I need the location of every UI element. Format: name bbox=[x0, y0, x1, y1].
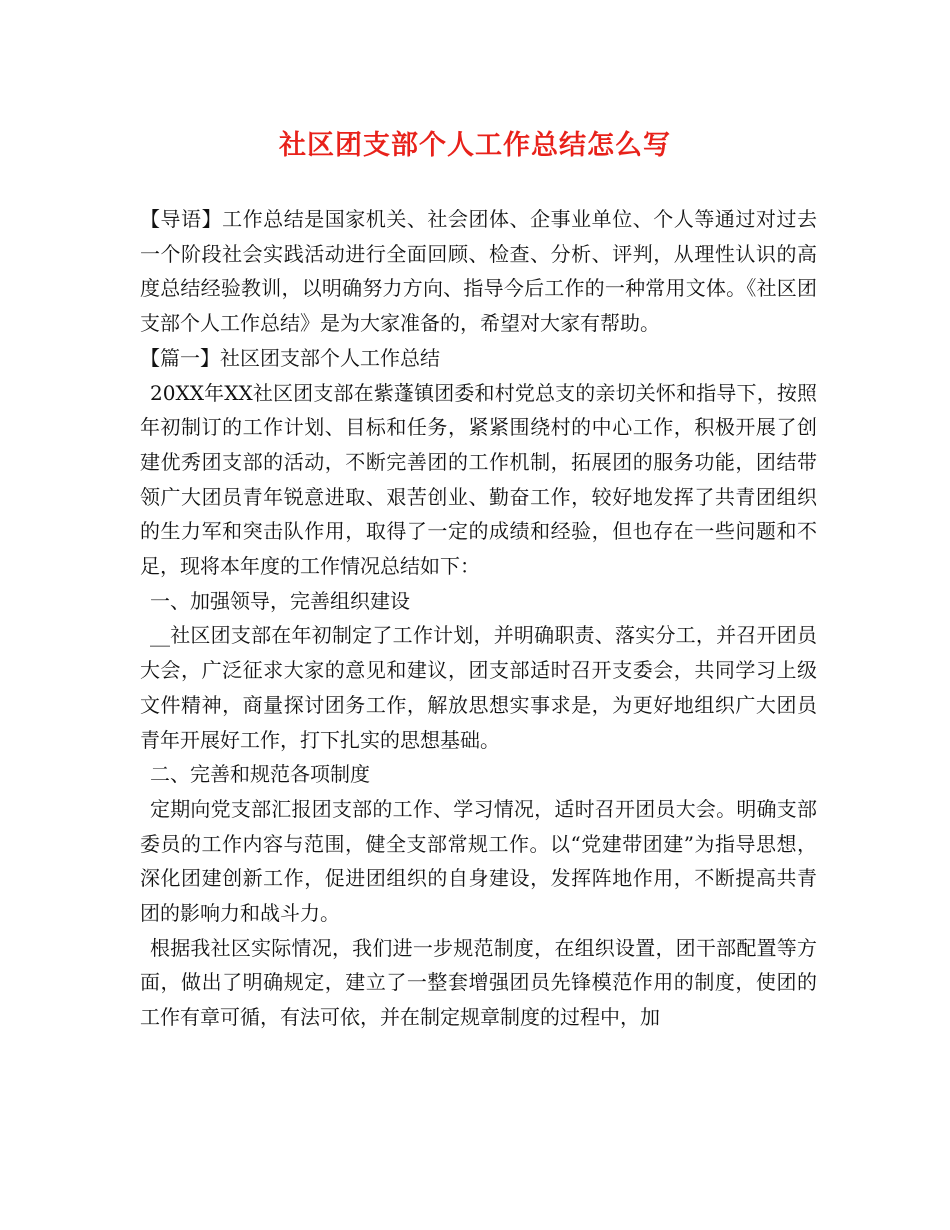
paragraph-rules: 根据我社区实际情况，我们进一步规范制度，在组织设置，团干部配置等方面，做出了明确规定，建立了一整套增强团员先锋模范作用的制度，使团的工作有章可循，有法可依，并在制定规章制度的过程中，加 bbox=[140, 935, 817, 1030]
document-title: 社区团支部个人工作总结怎么写 bbox=[279, 130, 671, 161]
paragraph-reporting: 定期向党支部汇报团支部的工作、学习情况，适时召开团员大会。明确支部委员的工作内容与范围，健全支部常规工作。以“党建带团建”为指导思想，深化团建创新工作，促进团组织的自身建设，发挥阵地作用，不断提高共青团的影响力和战斗力。 bbox=[140, 796, 817, 926]
paragraph-heading-one: 一、加强领导，完善组织建设 bbox=[150, 588, 410, 613]
document-body bbox=[140, 202, 817, 1035]
paragraph-overview: 20XX年XX社区团支部在紫蓬镇团委和村党总支的亲切关怀和指导下，按照年初制订的工作计划、目标和任务，紧紧围绕村的中心工作，积极开展了创建优秀团支部的活动，不断完善团的工作机制，拓展团的服务功能，团结带领广大团员青年锐意进取、艰苦创业、勤奋工作，较好地发挥了共青团组织的生力军和突击队作用，取得了一定的成绩和经验，但也存在一些问题和不足，现将本年度的工作情况总结如下： bbox=[140, 380, 817, 579]
paragraph-intro: 【导语】工作总结是国家机关、社会团体、企事业单位、个人等通过对过去一个阶段社会实践活动进行全面回顾、检查、分析、评判，从理性认识的高度总结经验教训，以明确努力方向、指导今后工作的一种常用文体。《社区团支部个人工作总结》是为大家准备的，希望对大家有帮助。 bbox=[140, 207, 817, 336]
paragraph-leadership: __社区团支部在年初制定了工作计划，并明确职责、落实分工，并召开团员大会，广泛征求大家的意见和建议，团支部适时召开支委会，共同学习上级文件精神，商量探讨团务工作，解放思想实事求是，为更好地组织广大团员青年开展好工作，打下扎实的思想基础。 bbox=[140, 623, 817, 752]
paragraph-heading-two: 二、完善和规范各项制度 bbox=[150, 762, 370, 787]
paragraph-section-heading: 【篇一】社区团支部个人工作总结 bbox=[140, 345, 440, 370]
